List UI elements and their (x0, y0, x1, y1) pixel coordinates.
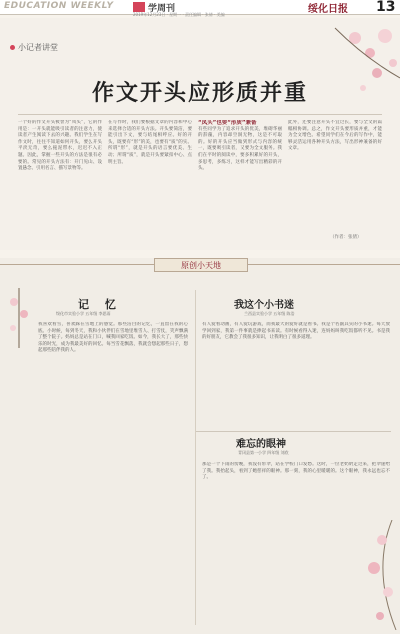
newspaper-logo: 绥化日报 (308, 4, 348, 15)
article-subhead: “凤头”也要“形质”兼备 (198, 120, 257, 126)
story3-text: 那是一个下雨的傍晚，我没有带伞，站在学校门口发愁。这时，一位老奶奶走过来，把伞递给了我。我抬起头，看到了她慈祥的眼神。那一刻，我的心里暖暖的。这个眼神，我永远也忘不了。 (202, 462, 390, 481)
article-title: 作文开头应形质并重 (91, 80, 308, 106)
date-line: 2019年12月23日 · 星期一 · 责任编辑 · 张倩 · 美编 (133, 12, 225, 17)
poem-title: 记 忆 (78, 298, 122, 311)
ribbon-label-box (154, 258, 248, 272)
story3-byline: 青冈县第一小学 四年级 刘欣 (238, 450, 289, 455)
section-label: 学周刊 (148, 4, 176, 14)
story2-byline: 兰西县实验小学 五年级 陈浩 (244, 311, 295, 316)
column-rule (195, 290, 196, 625)
article-column-3-text: 有些同学为了追求开头的优美，堆砌华丽的辞藻，内容却空洞无物，这是不可取的。好的开头应当做到形式与内容的统一，既要吸引读者，又要为全文服务。我们在平时的阅读中，要多积累好的开头，多思考，多练习，这样才能写出精彩的开头。 (198, 126, 282, 172)
article-column-1: 一个好的作文开头被誉为“凤头”，它的作用是：一开头就能吸引读者的注意力，使读者产生阅读下去的兴趣。我们学生在写作文时，往往不知道如何开头，要么开头平淡无奇，要么拖泥带水，迟迟不入正题。因此，掌握一些开头的方法是很有必要的。常见的开头方法有：开门见山、设置悬念、引用名言、描写景物等。 (18, 120, 102, 172)
page-number: 13 (376, 0, 396, 15)
story2-text: 有人爱看动画，有人爱玩游戏，而我最大的爱好就是看书。我是个名副其实的小书迷。每天放学回到家，我第一件事就是捧起书来读。有时候看得入迷，连妈妈叫我吃饭都听不见。书是我的好朋友，它教会了我很多知识，让我明白了很多道理。 (202, 322, 390, 341)
section-mark (133, 2, 145, 12)
article-column-2: 在写作时，我们要根据文章的内容和中心来选择合适的开头方法。开头要简洁，要能引出下文，要与结尾相呼应。好的开头，既要有“形”的美，也要有“质”的实。所谓“形”，就是开头的语言要优美、生动；所谓“质”，就是开头要紧扣中心、点明主旨。 (108, 120, 192, 165)
story-divider (196, 431, 391, 432)
section-ribbon (0, 258, 400, 271)
article-column-4: 此外，还要注意开头不宜过长，要与全文的篇幅相协调。总之，作文开头要形质并重，才能为全文增色。希望同学们在今后的写作中，能够灵活运用各种开头方法，写出形神兼备的好文章。 (288, 120, 382, 152)
article-column-3 (198, 120, 282, 230)
author-note: （作者：张倩） (330, 235, 362, 240)
blossom-illustration-bottom (352, 520, 400, 630)
story3-title: 难忘的眼神 (236, 439, 286, 450)
title-divider (18, 114, 382, 115)
story2-title: 我这个小书迷 (234, 300, 294, 311)
poem-byline: 绥化市实验小学 五年级 李思雨 (56, 311, 111, 316)
section-bar (133, 2, 266, 12)
branch-illustration (6, 288, 32, 348)
ribbon-label: 原创小天地 (181, 261, 221, 270)
brand-text: EDUCATION WEEKLY (4, 1, 114, 11)
column-tag: 小记者讲堂 (18, 43, 58, 52)
poem-text: 我喜欢看雪，喜欢踩在雪地上的感觉。那些洁白的记忆，一直留在我的心底。小时候，每到冬天，我和小伙伴们在雪地里堆雪人、打雪仗，笑声飘满了整个院子。妈妈总是站在门口，喊我回家吃饭。如今，我长大了，那些快乐的时光，成为我最美好的回忆。每当雪花飘落，我就会想起那些日子，想起那些陪伴我的人。 (38, 322, 188, 354)
